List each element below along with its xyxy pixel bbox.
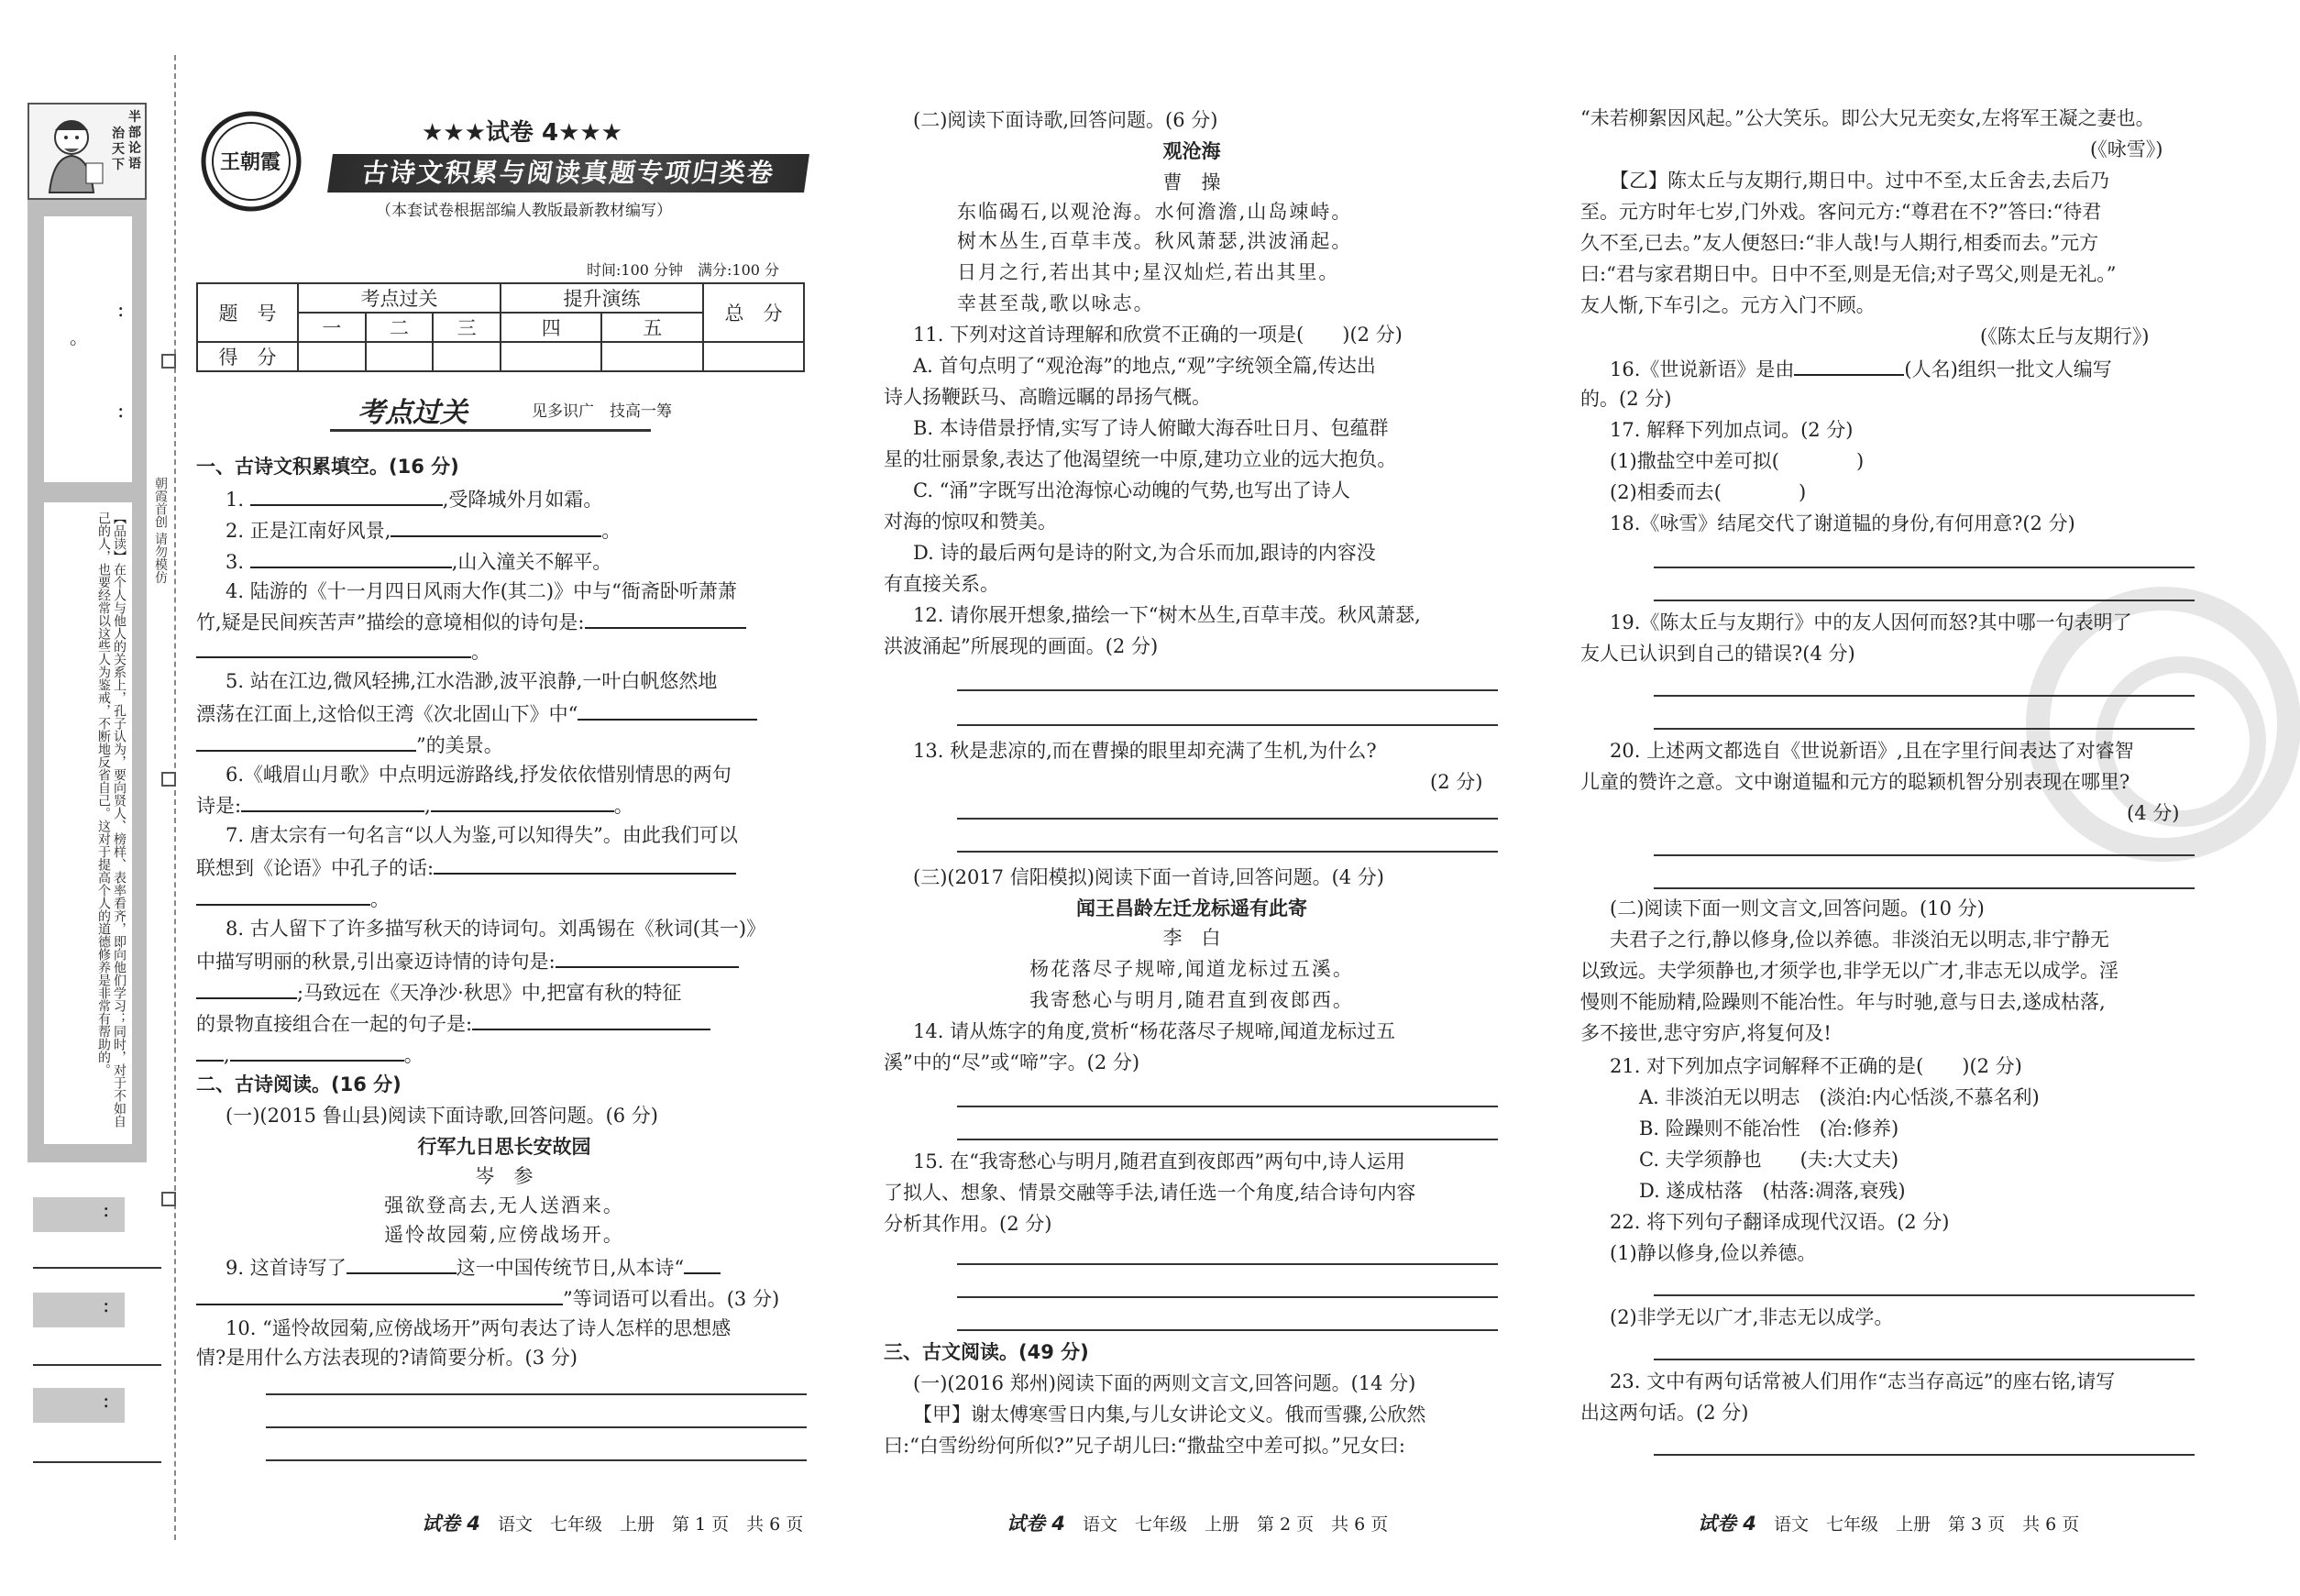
dot-mark: 。: [70, 326, 88, 348]
q17: 17. 解释下列加点词。(2 分): [1610, 419, 1854, 441]
q3: 3. ,山入潼关不解平。: [226, 548, 611, 574]
q11-option-c-2: 对海的惊叹和赞美。: [884, 511, 1057, 533]
answer-blank[interactable]: [472, 1010, 710, 1030]
answer-line[interactable]: [1654, 567, 2195, 568]
answer-line[interactable]: [1654, 1294, 2195, 1296]
q11-option-b-1[interactable]: B. 本诗借景抒情,实写了诗人俯瞰大海吞吐日月、包蕴群: [913, 417, 1389, 439]
q15-line3: 分析其作用。(2 分): [884, 1213, 1052, 1235]
q10-line2: 情?是用什么方法表现的?请简要分析。(3 分): [196, 1347, 578, 1369]
q17-item2[interactable]: (2)相委而去( ): [1610, 481, 1807, 503]
answer-blank[interactable]: [250, 548, 452, 568]
poem3-line1: 杨花落尽子规啼,闻道龙标过五溪。: [1029, 958, 1354, 980]
answer-line[interactable]: [1654, 854, 2195, 856]
answer-blank[interactable]: [196, 886, 370, 906]
q11-option-a-1[interactable]: A. 首句点明了“观沧海”的地点,“观”字统领全篇,传达出: [913, 355, 1376, 377]
q16-line1: 16.《世说新语》是由 (人名)组织一批文人编写: [1610, 356, 2112, 381]
q21: 21. 对下列加点字词解释不正确的是( )(2 分): [1610, 1055, 2022, 1077]
q11-option-b-2: 星的壮丽景象,表达了他渴望统一中原,建功立业的远大抱负。: [884, 448, 1397, 470]
q23-line1: 23. 文中有两句话常被人们用作“志当存高远”的座右铭,请写: [1610, 1370, 2116, 1392]
answer-blank[interactable]: [241, 792, 424, 812]
q5-line2: 漂荡在江面上,这恰似王湾《次北固山下》中“: [196, 700, 757, 726]
score-cell[interactable]: [703, 342, 804, 371]
q8-line3: ;马致远在《天净沙·秋思》中,把富有秋的特征: [196, 979, 681, 1005]
copyright-side-note: 朝霞首创 请勿模仿: [153, 477, 168, 584]
section-banner-title: 考点过关: [358, 397, 468, 429]
q21-option-c[interactable]: C. 夫学须静也 (夫:大丈夫): [1639, 1149, 1899, 1171]
poem2-line4: 幸甚至哉,歌以咏志。: [957, 292, 1155, 314]
q21-option-a[interactable]: A. 非淡泊无以明志 (淡泊:内心恬淡,不慕名利): [1639, 1086, 2040, 1108]
th-part-4: 四: [501, 313, 602, 342]
score-cell[interactable]: [298, 342, 366, 371]
answer-line[interactable]: [957, 1106, 1498, 1107]
q20-score: (4 分): [2127, 802, 2180, 824]
answer-line[interactable]: [1654, 728, 2195, 730]
score-cell[interactable]: [601, 342, 703, 371]
section-banner-underline: [330, 429, 651, 432]
q7-line2: 联想到《论语》中孔子的话:: [196, 854, 736, 880]
q5-line1: 5. 站在江边,微风轻拂,江水浩渺,波平浪静,一叶白帆悠然地: [226, 670, 718, 692]
answer-blank[interactable]: [347, 1254, 457, 1274]
q10-line1: 10. “遥怜故园菊,应傍战场开”两句表达了诗人怎样的思想感: [226, 1317, 732, 1339]
section-3-title: 三、古文阅读。(49 分): [884, 1341, 1089, 1363]
answer-line[interactable]: [957, 851, 1498, 853]
time-score-info: 时间:100 分钟 满分:100 分: [587, 261, 780, 279]
info-panel: [28, 200, 147, 1162]
passage-2-line1: 夫君子之行,静以修身,俭以养德。非淡泊无以明志,非宁静无: [1610, 929, 2110, 951]
answer-line[interactable]: [1654, 600, 2195, 601]
section-banner-subtitle: 见多识广 技高一筹: [532, 402, 672, 421]
poem3-line2: 我寄愁心与明月,随君直到夜郎西。: [1029, 989, 1354, 1011]
poem1-title: 行军九日思长安故园: [417, 1136, 591, 1158]
reading-5-intro: (二)阅读下面一则文言文,回答问题。(10 分): [1610, 897, 1985, 919]
colon-mark: :: [117, 400, 125, 423]
q11-option-c-1[interactable]: C. “涌”字既写出沧海惊心动魄的气势,也写出了诗人: [913, 479, 1350, 501]
answer-blank[interactable]: [196, 732, 416, 752]
school-field-label: [33, 1388, 125, 1423]
passage-jia-line1: 【甲】谢太傅寒雪日内集,与儿女讲论文义。俄而雪骤,公欣然: [913, 1403, 1426, 1425]
motto-right: 半部论语: [128, 110, 141, 171]
page-3: [1577, 0, 2200, 1596]
q13-score: (2 分): [1430, 771, 1483, 793]
poem2-line3: 日月之行,若出其中;星汉灿烂,若出其里。: [957, 261, 1340, 283]
binding-mark: [161, 1192, 176, 1206]
poem1-line2: 遥怜故园菊,应傍战场开。: [384, 1224, 624, 1246]
q9-line2: ”等词语可以看出。(3 分): [196, 1285, 779, 1311]
th-part-2: 二: [366, 313, 434, 342]
answer-line[interactable]: [266, 1426, 807, 1428]
q8-line1: 8. 古人留下了许多描写秋天的诗词句。刘禹锡在《秋词(其一)》: [226, 918, 766, 940]
poem3-title: 闻王昌龄左迁龙标遥有此寄: [1076, 897, 1307, 919]
reading-4-intro: (一)(2016 郑州)阅读下面的两则文言文,回答问题。(14 分): [913, 1372, 1416, 1394]
answer-line[interactable]: [957, 724, 1498, 726]
q18: 18.《咏雪》结尾交代了谢道韫的身份,有何用意?(2 分): [1610, 512, 2075, 534]
q5-line3: ”的美景。: [196, 732, 503, 757]
logo-text: 王朝霞: [220, 150, 281, 174]
th-part-5: 五: [601, 313, 703, 342]
q6-line2: 诗是: , 。: [196, 792, 633, 818]
q17-item1[interactable]: (1)撒盐空中差可拟( ): [1610, 450, 1865, 472]
mascot-box: [28, 103, 147, 200]
q21-option-d[interactable]: D. 遂成枯落 (枯落:凋落,衰残): [1639, 1180, 1906, 1202]
q2: 2. 正是江南好风景, 。: [226, 517, 621, 543]
answer-line[interactable]: [957, 1329, 1498, 1331]
q16-line2: 的。(2 分): [1580, 388, 1672, 410]
q22-item2: (2)非学无以广才,非志无以成学。: [1610, 1306, 1894, 1328]
poem3-author: 李 白: [1162, 927, 1221, 949]
reading-note: 【品读】在个人与他人的关系上，孔子认为，要向贤人、榜样、表率看齐，即向他们学习；同时，对于不如自己的人，也要经常以这些人为鉴戒，不断地反省自己。这对于提高个人的道德修养是非常有帮助的。: [96, 512, 127, 1128]
q15-line1: 15. 在“我寄愁心与明月,随君直到夜郎西”两句中,诗人运用: [913, 1150, 1405, 1172]
poem1-line1: 强欲登高去,无人送酒来。: [384, 1194, 624, 1216]
score-cell[interactable]: [501, 342, 602, 371]
name-field-label: [33, 1197, 125, 1232]
q4-line3: 。: [196, 638, 490, 664]
binding-strip: [0, 0, 183, 1596]
q23-line2: 出这两句话。(2 分): [1580, 1402, 1749, 1424]
answer-blank[interactable]: [391, 517, 601, 537]
page-footer-1: 试卷 4 语文 七年级 上册 第 1 页 共 6 页: [422, 1513, 804, 1535]
q21-option-b[interactable]: B. 险躁则不能冶性 (冶:修养): [1639, 1117, 1899, 1139]
th-part-1: 一: [298, 313, 366, 342]
reading-2-intro: (二)阅读下面诗歌,回答问题。(6 分): [913, 109, 1218, 131]
cut-line: [174, 55, 176, 1540]
th-tisheng: 提升演练: [501, 283, 703, 313]
passage-2-line2: 以致远。夫学须静也,才须学也,非学无以广才,非志无以成学。淫: [1580, 960, 2119, 982]
passage-jia-line2: 曰:“白雪纷纷何所似?”兄子胡儿曰:“撒盐空中差可拟。”兄女曰:: [884, 1435, 1405, 1457]
passage-yi-line4: 曰:“君与家君期日中。日中不至,则是无信;对子骂父,则是无礼。”: [1580, 263, 2117, 285]
colon-mark: :: [117, 299, 125, 322]
answer-blank[interactable]: [196, 1285, 563, 1305]
q7-line3: 。: [196, 886, 390, 911]
q12-line2: 洪波涌起”所展现的画面。(2 分): [884, 635, 1159, 657]
field-colon: :: [103, 1390, 110, 1413]
q11-option-a-2: 诗人扬鞭跃马、高瞻远瞩的昂扬气概。: [884, 386, 1211, 408]
th-score: 得 分: [197, 342, 298, 371]
field-colon: :: [103, 1294, 110, 1317]
answer-line[interactable]: [1654, 695, 2195, 697]
page-1: [193, 0, 816, 1596]
q14-line1: 14. 请从炼字的角度,赏析“杨花落尽子规啼,闻道龙标过五: [913, 1020, 1396, 1042]
answer-blank[interactable]: [230, 1041, 404, 1062]
q20-line1: 20. 上述两文都选自《世说新语》,且在字里行间表达了对睿智: [1610, 740, 2134, 762]
class-field[interactable]: [33, 1364, 161, 1366]
poem1-author: 岑 参: [475, 1165, 534, 1187]
paper-subtitle: （本套试卷根据部编人教版最新教材编写）: [376, 202, 672, 220]
poem2-line1: 东临碣石,以观沧海。水何澹澹,山岛竦峙。: [957, 201, 1353, 223]
poem2-line2: 树木丛生,百草丰茂。秋风萧瑟,洪波涌起。: [957, 230, 1353, 252]
answer-line[interactable]: [266, 1459, 807, 1461]
page-2: [880, 0, 1503, 1596]
answer-line[interactable]: [957, 1296, 1498, 1298]
paper-banner: 古诗文积累与阅读真题专项归类卷: [327, 154, 809, 193]
q11: 11. 下列对这首诗理解和欣赏不正确的一项是( )(2 分): [913, 324, 1403, 346]
passage-yi-line1: 【乙】陈太丘与友期行,期日中。过中不至,太丘舍去,去后乃: [1610, 170, 2110, 192]
q19-line2: 友人已认识到自己的错误?(4 分): [1580, 643, 1855, 665]
paper-title: ★★★试卷 4★★★: [422, 119, 622, 147]
q9-line1: 9. 这首诗写了 这一中国传统节日,从本诗“: [226, 1254, 721, 1280]
answer-blank[interactable]: [431, 792, 614, 812]
confucius-mascot-icon: [37, 112, 110, 194]
q8-line5: , 。: [196, 1041, 424, 1067]
class-field-label: [33, 1293, 125, 1327]
q12-line1: 12. 请你展开想象,描绘一下“树木丛生,百草丰茂。秋风萧瑟,: [913, 604, 1421, 626]
student-info-pane: [44, 216, 132, 482]
th-question-no: 题 号: [197, 283, 298, 342]
q20-line2: 儿童的赞许之意。文中谢道韫和元方的聪颖机智分别表现在哪里?: [1580, 771, 2130, 793]
q11-option-d-1[interactable]: D. 诗的最后两句是诗的附文,为合乐而加,跟诗的内容没: [913, 542, 1376, 564]
q1: 1. ,受降城外月如霜。: [226, 486, 602, 512]
passage-yi-source: (《陈太丘与友期行》): [1980, 325, 2150, 347]
passage-yi-line2: 至。元方时年七岁,门外戏。客问元方:“尊君在不?”答曰:“待君: [1580, 201, 2102, 223]
section-2-title: 二、古诗阅读。(16 分): [196, 1073, 402, 1095]
passage-2-line4: 多不接世,悲守穷庐,将复何及!: [1580, 1022, 1832, 1044]
th-kaodian: 考点过关: [298, 283, 501, 313]
q15-line2: 了拟人、想象、情景交融等手法,请任选一个角度,结合诗句内容: [884, 1182, 1416, 1204]
answer-blank[interactable]: [585, 609, 746, 629]
q8-line2: 中描写明丽的秋景,引出豪迈诗情的诗句是:: [196, 948, 739, 974]
answer-blank[interactable]: [684, 1254, 721, 1274]
name-field[interactable]: [33, 1267, 161, 1269]
th-total: 总 分: [703, 283, 804, 342]
q19-line1: 19.《陈太丘与友期行》中的友人因何而怒?其中哪一句表明了: [1610, 611, 2132, 633]
answer-line[interactable]: [957, 818, 1498, 820]
q22: 22. 将下列句子翻译成现代汉语。(2 分): [1610, 1211, 1950, 1233]
answer-line[interactable]: [1654, 1359, 2195, 1360]
school-field[interactable]: [33, 1461, 161, 1463]
passage-jia-source: (《咏雪》): [2090, 138, 2163, 160]
score-table: [196, 282, 805, 372]
score-cell[interactable]: [433, 342, 501, 371]
answer-blank[interactable]: [250, 486, 443, 506]
passage-jia-line3: “未若柳絮因风起。”公大笑乐。即公大兄无奕女,左将军王凝之妻也。: [1580, 107, 2155, 129]
field-colon: :: [103, 1199, 110, 1222]
answer-line[interactable]: [266, 1393, 807, 1395]
poem2-title: 观沧海: [1162, 140, 1221, 162]
motto-left: 治天下: [112, 127, 125, 172]
answer-blank[interactable]: [1794, 356, 1904, 376]
poem2-author: 曹 操: [1162, 171, 1221, 193]
answer-blank[interactable]: [196, 638, 471, 658]
answer-blank[interactable]: [196, 979, 297, 999]
answer-line[interactable]: [957, 1263, 1498, 1265]
q6-line1: 6.《峨眉山月歌》中点明远游路线,抒发依依惜别情思的两句: [226, 764, 732, 786]
answer-line[interactable]: [957, 689, 1498, 691]
page-footer-3: 试卷 4 语文 七年级 上册 第 3 页 共 6 页: [1698, 1513, 2080, 1535]
answer-blank[interactable]: [556, 948, 739, 968]
q14-line2: 溪”中的“尽”或“啼”字。(2 分): [884, 1051, 1140, 1073]
q8-line4: 的景物直接组合在一起的句子是:: [196, 1010, 710, 1036]
binding-mark: [161, 772, 176, 787]
answer-blank[interactable]: [196, 1041, 224, 1062]
score-cell[interactable]: [366, 342, 434, 371]
reading-3-intro: (三)(2017 信阳模拟)阅读下面一首诗,回答问题。(4 分): [913, 866, 1384, 888]
answer-blank[interactable]: [434, 854, 736, 875]
page-footer-2: 试卷 4 语文 七年级 上册 第 2 页 共 6 页: [1007, 1513, 1389, 1535]
answer-blank[interactable]: [578, 700, 757, 721]
q22-item1: (1)静以修身,俭以养德。: [1610, 1242, 1817, 1264]
passage-yi-line3: 久不至,已去。”友人便怒曰:“非人哉!与人期行,相委而去。”元方: [1580, 232, 2099, 254]
q4-line1: 4. 陆游的《十一月四日风雨大作(其二)》中与“衙斋卧听萧萧: [226, 580, 737, 602]
reading-1-intro: (一)(2015 鲁山县)阅读下面诗歌,回答问题。(6 分): [226, 1105, 658, 1127]
answer-line[interactable]: [1654, 1454, 2195, 1456]
passage-yi-line5: 友人惭,下车引之。元方入门不顾。: [1580, 294, 1876, 316]
answer-line[interactable]: [957, 1139, 1498, 1140]
binding-mark: [161, 354, 176, 369]
passage-2-line3: 慢则不能励精,险躁则不能冶性。年与时驰,意与日去,遂成枯落,: [1580, 991, 2106, 1013]
answer-line[interactable]: [1654, 887, 2195, 889]
note-pane: [44, 502, 132, 1144]
q13-line1: 13. 秋是悲凉的,而在曹操的眼里却充满了生机,为什么?: [913, 740, 1377, 762]
q7-line1: 7. 唐太宗有一句名言“以人为鉴,可以知得失”。由此我们可以: [226, 824, 738, 846]
q4-line2: 竹,疑是民间疾苦声”描绘的意境相似的诗句是:: [196, 609, 746, 634]
section-1-title: 一、古诗文积累填空。(16 分): [196, 456, 459, 478]
q11-option-d-2: 有直接关系。: [884, 573, 999, 595]
th-part-3: 三: [433, 313, 501, 342]
